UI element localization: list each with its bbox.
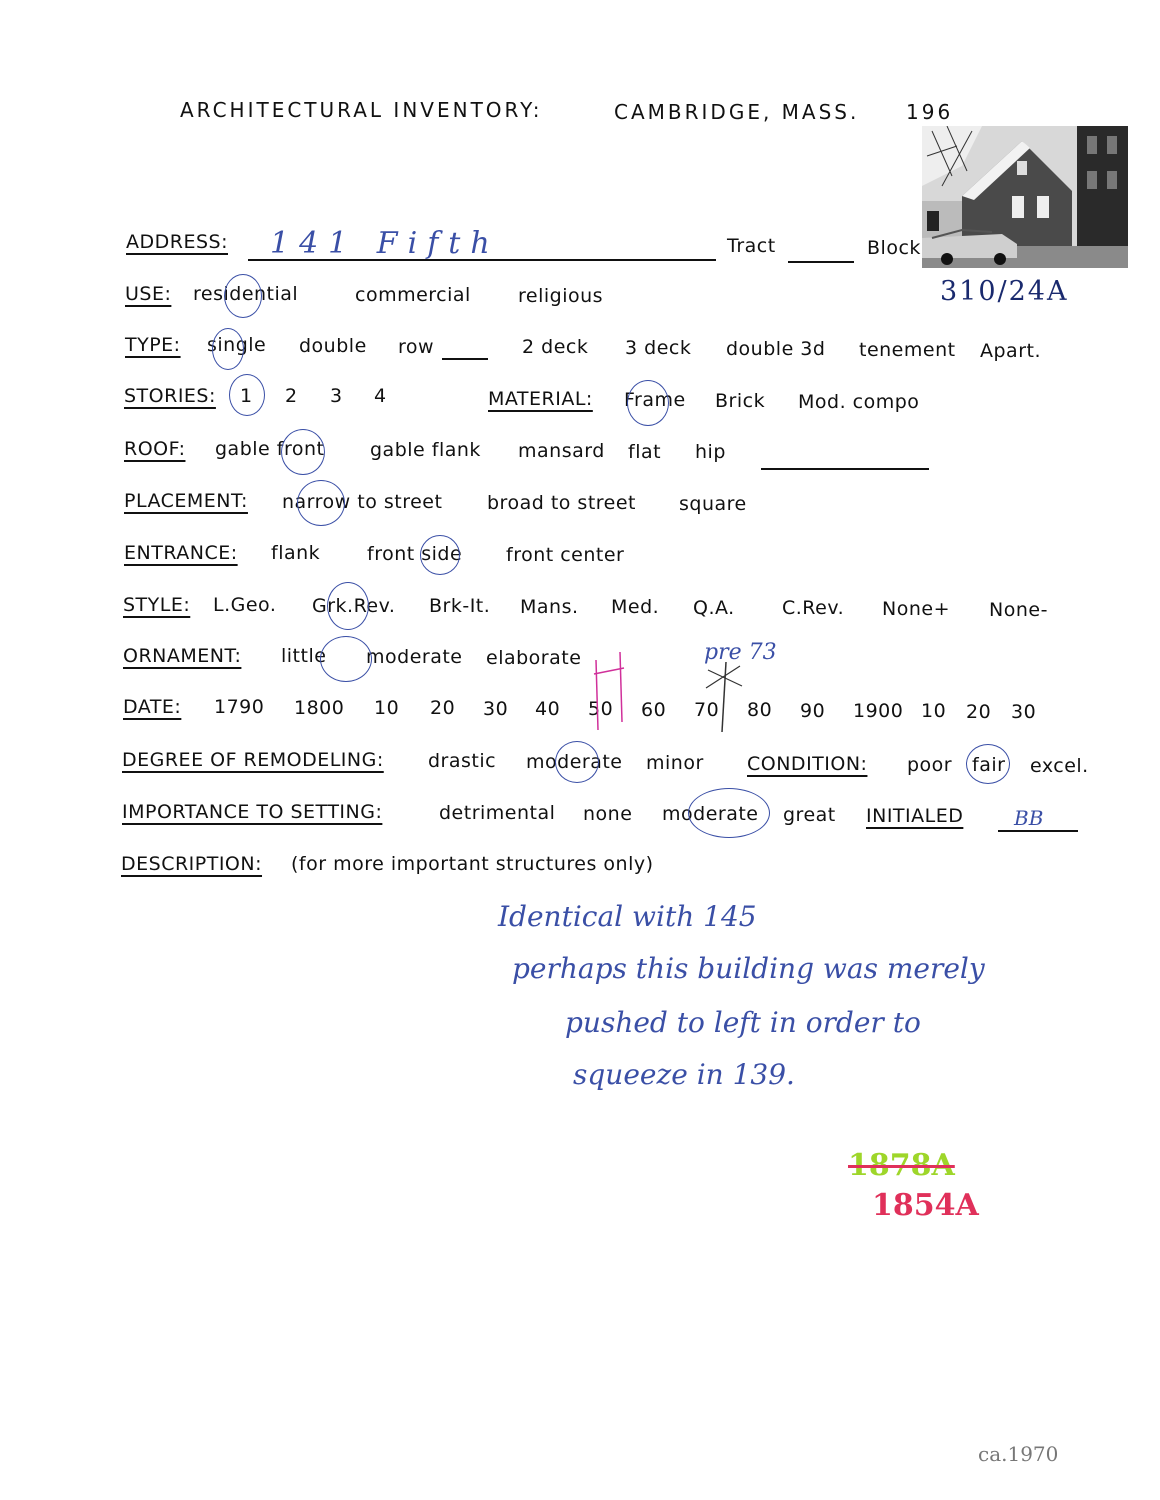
address-value: 141 Fifth: [270, 226, 500, 261]
ornament-elaborate: elaborate: [486, 647, 582, 669]
importance-selection-mark: [688, 788, 770, 838]
new-number-stamp: 1854A: [872, 1188, 979, 1223]
remodeling-selection-mark: [555, 741, 599, 783]
remodeling-drastic: drastic: [428, 750, 497, 772]
ornament-little: little: [281, 645, 327, 667]
initialed-line: [998, 830, 1078, 832]
entrance-front-side: front side: [367, 543, 463, 565]
date-1900: 1900: [853, 700, 904, 722]
importance-label: IMPORTANCE TO SETTING:: [122, 801, 383, 823]
old-number-stamp: 1878A: [848, 1148, 955, 1183]
material-brick: Brick: [715, 390, 766, 412]
description-label: DESCRIPTION:: [121, 853, 263, 875]
initialed-label: INITIALED: [866, 805, 964, 827]
roof-hip: hip: [695, 441, 726, 463]
type-2-deck: 2 deck: [522, 336, 589, 358]
circa-note: ca.1970: [978, 1442, 1059, 1466]
placement-square: square: [679, 493, 747, 515]
material-selection-mark: [627, 380, 669, 426]
use-religious: religious: [518, 285, 604, 307]
use-residential: residential: [193, 283, 299, 305]
description-note-3: pushed to left in order to: [565, 1006, 921, 1039]
material-frame: Frame: [624, 389, 686, 411]
roof-label: ROOF:: [124, 438, 186, 460]
style-c-rev: C.Rev.: [782, 597, 845, 619]
roof-gable-front: gable front: [215, 438, 325, 460]
date-40: 40: [535, 698, 561, 720]
type-row: row: [398, 336, 435, 358]
date-1920: 20: [966, 701, 992, 723]
date-label: DATE:: [123, 696, 182, 718]
date-pencil-marks: [580, 640, 760, 740]
use-label: USE:: [125, 283, 172, 305]
date-70: 70: [694, 699, 720, 721]
placement-selection-mark: [297, 480, 345, 526]
date-1910: 10: [921, 700, 947, 722]
description-hint: (for more important structures only): [291, 853, 654, 875]
remodeling-label: DEGREE OF REMODELING:: [122, 749, 384, 771]
style-qa: Q.A.: [693, 597, 735, 619]
roof-selection-mark: [281, 429, 325, 475]
form-title: ARCHITECTURAL INVENTORY:: [180, 98, 543, 122]
entrance-label: ENTRANCE:: [124, 542, 238, 564]
description-note-1: Identical with 145: [498, 900, 757, 933]
use-commercial: commercial: [355, 284, 471, 306]
description-note-2: perhaps this building was merely: [512, 952, 985, 985]
importance-none: none: [583, 803, 633, 825]
date-1930: 30: [1011, 701, 1037, 723]
use-selection-mark: [224, 274, 262, 318]
date-1790: 1790: [214, 696, 265, 718]
material-mod-compo: Mod. compo: [798, 391, 920, 413]
entrance-selection-mark: [420, 535, 460, 575]
date-annotation: pre 73: [704, 640, 777, 665]
row-blank-line: [442, 358, 488, 360]
roof-mansard: mansard: [518, 440, 605, 462]
style-mans: Mans.: [520, 596, 579, 618]
tract-label: Tract: [727, 235, 776, 257]
form-year: 196: [906, 100, 954, 124]
date-1800: 1800: [294, 697, 345, 719]
stories-label: STORIES:: [124, 385, 216, 407]
block-ref-number: 310/24A: [940, 276, 1069, 307]
address-label: ADDRESS:: [126, 231, 228, 253]
date-90: 90: [800, 700, 826, 722]
description-note-4: squeeze in 139.: [573, 1058, 795, 1091]
form-city: CAMBRIDGE, MASS.: [614, 100, 860, 124]
type-double-3d: double 3d: [726, 338, 826, 360]
entrance-flank: flank: [271, 542, 321, 564]
style-none-plus: None+: [882, 598, 950, 620]
type-tenement: tenement: [859, 339, 956, 361]
date-80: 80: [747, 699, 773, 721]
building-photo: [922, 126, 1128, 268]
roof-blank-line: [761, 468, 929, 470]
stories-2: 2: [285, 385, 298, 407]
condition-fair: fair: [972, 754, 1006, 776]
material-label: MATERIAL:: [488, 388, 593, 410]
remodeling-moderate: moderate: [526, 751, 623, 773]
style-selection-mark: [327, 582, 369, 630]
condition-excel: excel.: [1030, 755, 1089, 777]
stories-3: 3: [330, 385, 343, 407]
style-med: Med.: [611, 596, 660, 618]
date-10: 10: [374, 697, 400, 719]
style-label: STYLE:: [123, 594, 191, 616]
block-label: Block: [867, 237, 921, 259]
style-none-minus: None-: [989, 599, 1048, 621]
condition-selection-mark: [966, 744, 1010, 784]
roof-gable-flank: gable flank: [370, 439, 481, 461]
remodeling-minor: minor: [646, 752, 704, 774]
ornament-selection-mark: [320, 636, 372, 682]
condition-label: CONDITION:: [747, 753, 868, 775]
style-grk-rev: Grk.Rev.: [312, 595, 396, 617]
type-3-deck: 3 deck: [625, 337, 692, 359]
type-double: double: [299, 335, 367, 357]
ornament-moderate: moderate: [366, 646, 463, 668]
placement-label: PLACEMENT:: [124, 490, 248, 512]
date-30: 30: [483, 698, 509, 720]
date-50: 50: [588, 698, 614, 720]
date-60: 60: [641, 699, 667, 721]
roof-flat: flat: [628, 441, 662, 463]
importance-great: great: [783, 804, 836, 826]
type-label: TYPE:: [125, 334, 181, 356]
ornament-label: ORNAMENT:: [123, 645, 242, 667]
stories-selection-mark: [229, 374, 265, 416]
style-l-geo: L.Geo.: [213, 594, 277, 616]
initialed-value: BB: [1014, 806, 1044, 830]
condition-poor: poor: [907, 754, 953, 776]
importance-detrimental: detrimental: [439, 802, 556, 824]
date-20: 20: [430, 697, 456, 719]
type-selection-mark: [212, 328, 244, 370]
importance-moderate: moderate: [662, 803, 759, 825]
style-brk-it: Brk-It.: [429, 595, 491, 617]
placement-narrow: narrow to street: [282, 491, 443, 513]
type-apart: Apart.: [980, 340, 1042, 362]
stories-1: 1: [240, 385, 253, 407]
placement-broad: broad to street: [487, 492, 637, 514]
stories-4: 4: [374, 385, 387, 407]
tract-line: [788, 261, 854, 263]
entrance-front-center: front center: [506, 544, 625, 566]
type-single: single: [207, 334, 267, 356]
